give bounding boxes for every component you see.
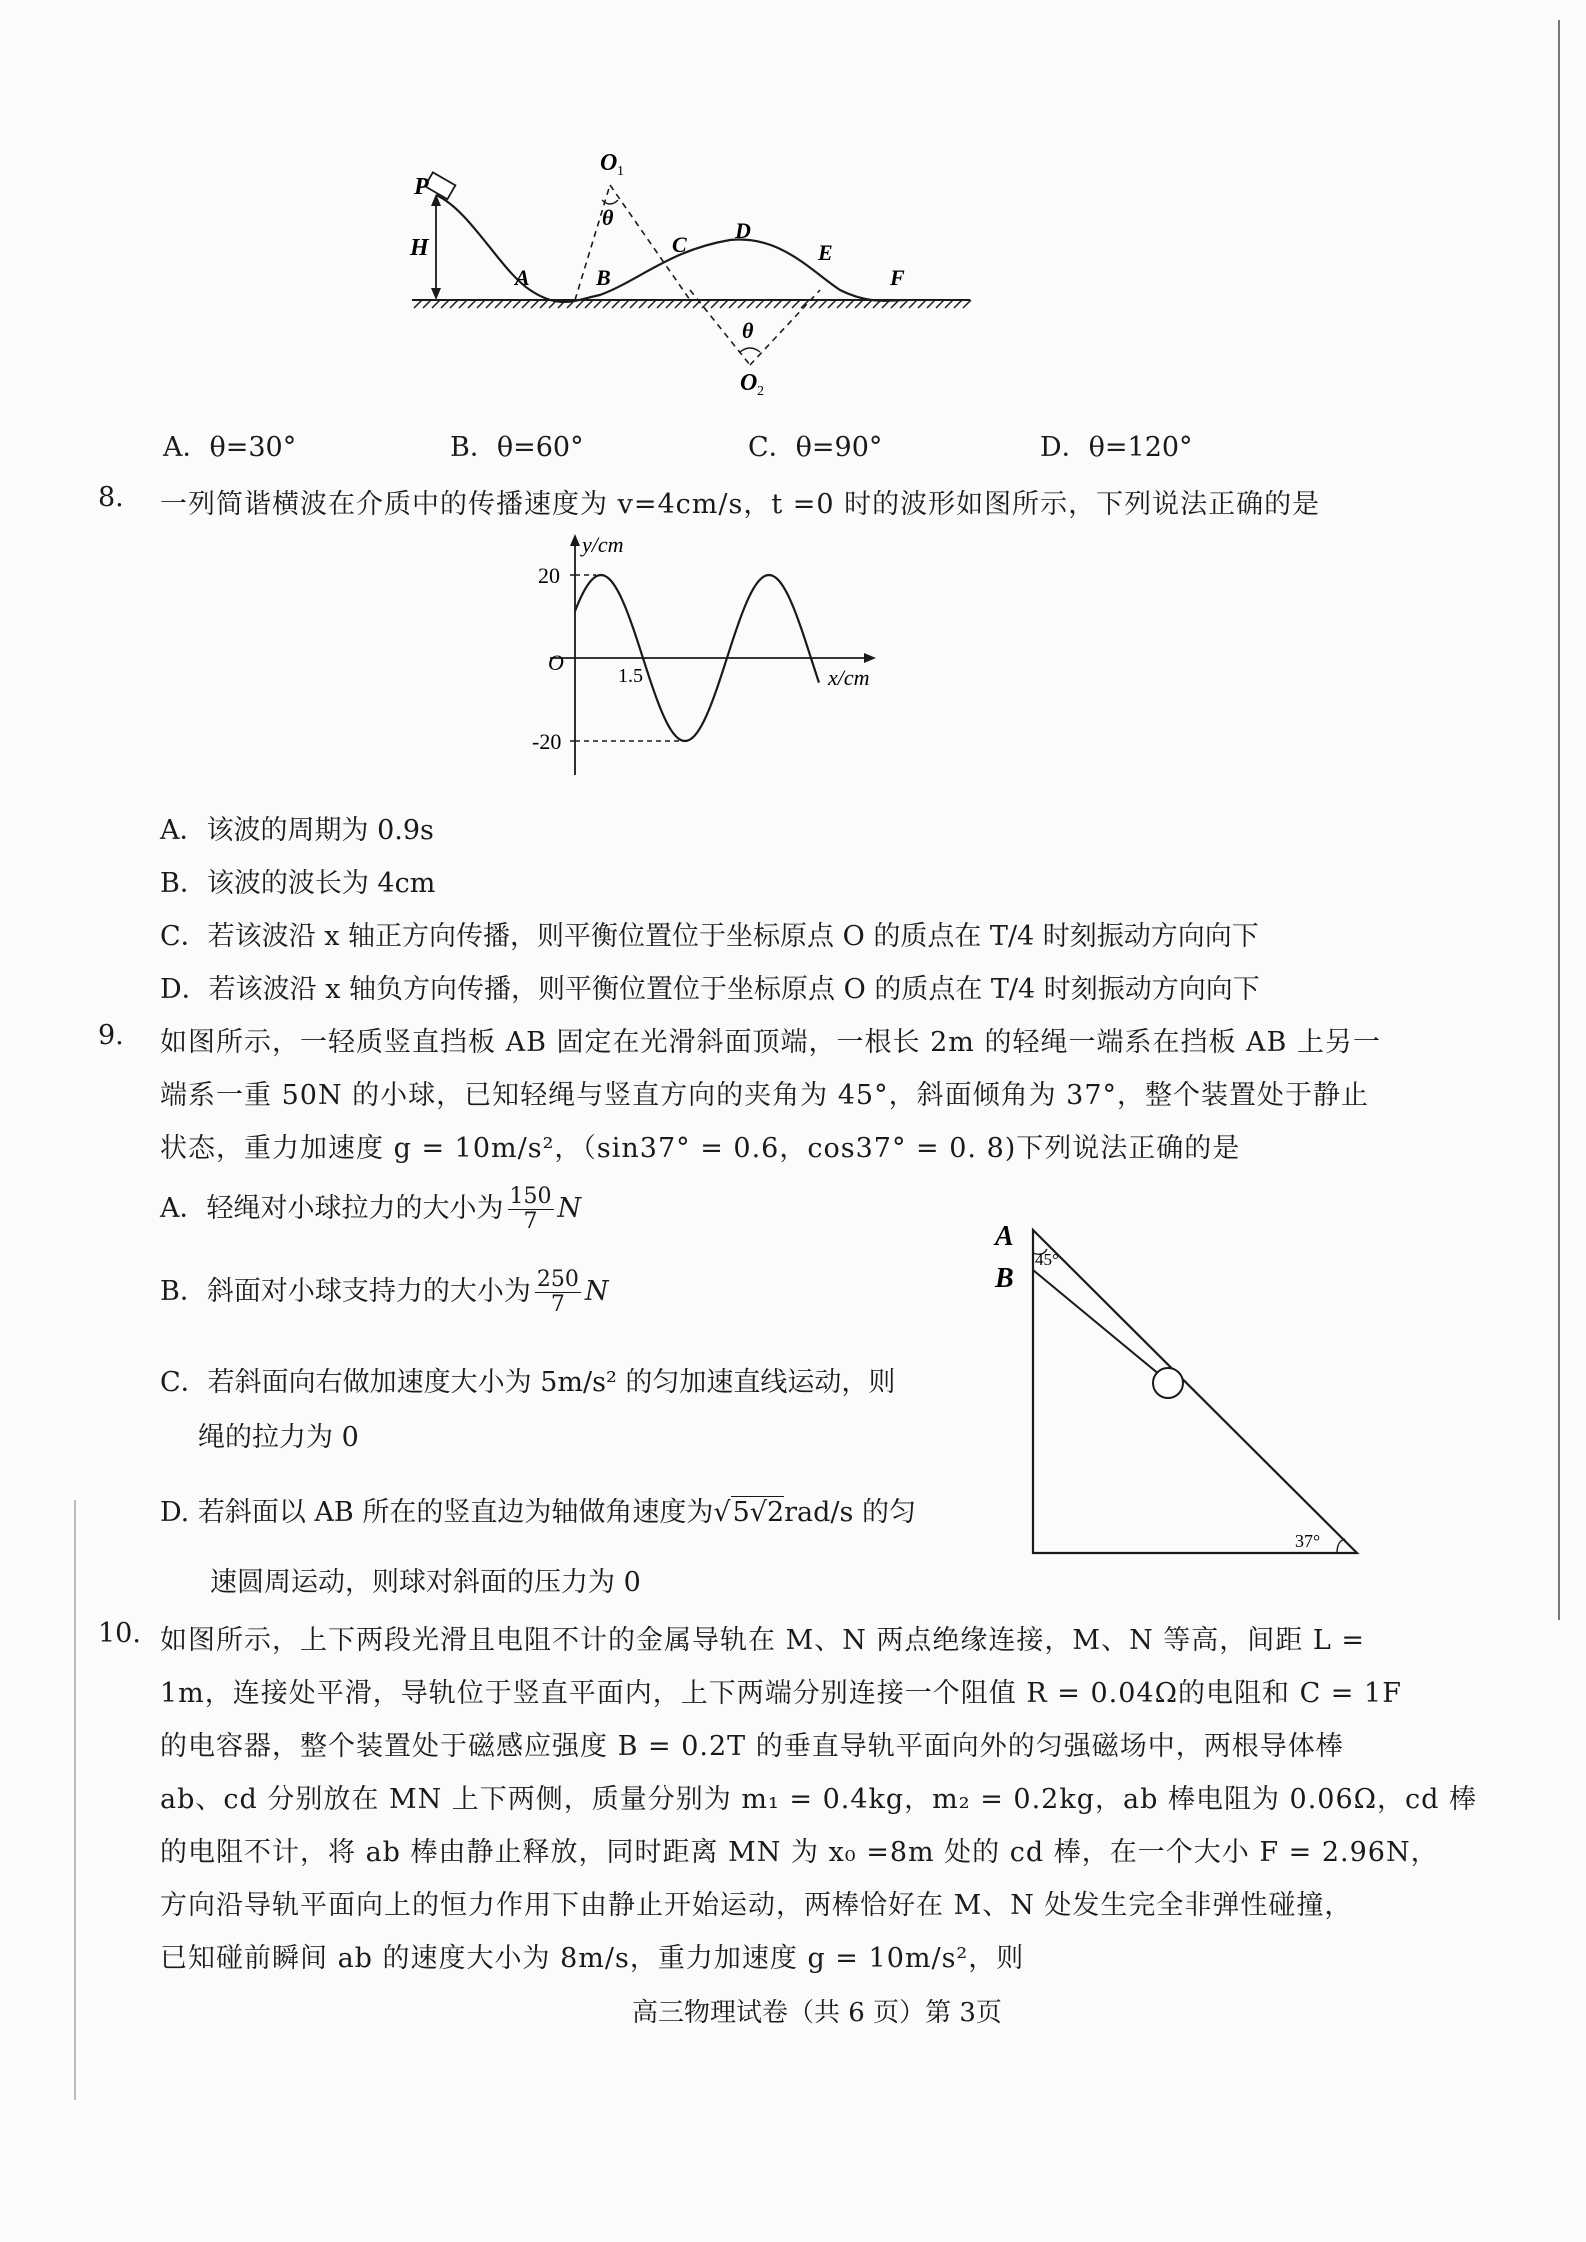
q9-option-a-denominator: 7 <box>523 1209 538 1235</box>
hatch-mark <box>774 300 782 308</box>
q9-option-d-root: 5√2 <box>732 1497 785 1528</box>
hatch-mark <box>540 300 548 308</box>
hatch-mark <box>684 300 692 308</box>
hatch-mark <box>477 300 485 308</box>
label-45: 45° <box>1035 1250 1059 1269</box>
hatch-mark <box>675 300 683 308</box>
hatch-mark <box>666 300 674 308</box>
q9-option-b <box>160 1268 608 1317</box>
hatch-mark <box>423 300 431 308</box>
hatch-mark <box>441 300 449 308</box>
q9-option-b-denominator: 7 <box>550 1292 565 1318</box>
y-tick-20: 20 <box>538 563 560 588</box>
hatch-mark <box>531 300 539 308</box>
q8-option-b: B．该波的波长为 4cm <box>160 868 436 899</box>
x-axis-arrow <box>864 653 876 663</box>
label-O2-sub: 2 <box>757 384 764 399</box>
q7-option-b: B．θ=60° <box>450 432 584 463</box>
q10-line-4: ab、cd 分别放在 MN 上下两侧，质量分别为 m₁ = 0.4kg，m₂ = 0.2kg，ab 棒电阻为 0.06Ω，cd 棒 <box>160 1784 1478 1815</box>
label-C: C <box>672 232 687 257</box>
q10-line-1: 如图所示，上下两段光滑且电阻不计的金属导轨在 M、N 两点绝缘连接，M、N 等高，间距 L = <box>160 1625 1366 1656</box>
q9-option-d-post: rad/s 的匀 <box>784 1497 916 1528</box>
q9-option-a-unit: N <box>557 1193 582 1225</box>
hatch-mark <box>720 300 728 308</box>
hatch-mark <box>900 300 908 308</box>
scan-edge-right <box>1558 20 1560 1620</box>
hatch-mark <box>927 300 935 308</box>
hatch-mark <box>792 300 800 308</box>
q8-option-a: A．该波的周期为 0.9s <box>160 815 434 846</box>
label-O2: O <box>740 370 758 396</box>
label-H: H <box>410 235 429 261</box>
q9-option-b-fraction <box>535 1268 581 1317</box>
label-F: F <box>890 265 905 290</box>
hatch-mark <box>603 300 611 308</box>
q9-option-d <box>160 1490 916 1529</box>
q10-line-5: 的电阻不计，将 ab 棒由静止释放，同时距离 MN 为 x₀ =8m 处的 cd 棒，在一个大小 F = 2.96N， <box>160 1837 1439 1868</box>
hatch-mark <box>963 300 971 308</box>
q9-option-a-numerator: 150 <box>509 1184 552 1209</box>
hatch-mark <box>522 300 530 308</box>
label-B: B <box>995 1263 1014 1294</box>
label-theta-top: θ <box>602 205 614 230</box>
incline-triangle <box>1033 1230 1357 1553</box>
page-footer: 高三物理试卷（共 6 页）第 3页 <box>632 1998 1002 2028</box>
y-axis-arrow <box>570 534 580 546</box>
hatch-mark <box>846 300 854 308</box>
q9-option-b-unit: N <box>584 1276 609 1308</box>
hatch-mark <box>909 300 917 308</box>
hatch-mark <box>513 300 521 308</box>
q10-line-6: 方向沿导轨平面向上的恒力作用下由静止开始运动，两棒恰好在 M、N 处发生完全非弹性碰撞， <box>160 1890 1353 1921</box>
hatch-mark <box>828 300 836 308</box>
hatch-mark <box>729 300 737 308</box>
sqrt-sign: √ <box>713 1497 731 1528</box>
hatch-mark <box>639 300 647 308</box>
hatch-mark <box>918 300 926 308</box>
hatch-mark <box>594 300 602 308</box>
hatch-mark <box>756 300 764 308</box>
q9-option-d-text: D. 若斜面以 AB 所在的竖直边为轴做角速度为 <box>160 1497 714 1528</box>
q9-option-d-line-2: 速圆周运动，则球对斜面的压力为 0 <box>210 1567 641 1598</box>
q9-number: 9. <box>98 1020 124 1051</box>
block-P <box>425 172 456 199</box>
label-A: A <box>515 265 530 290</box>
hatch-mark <box>459 300 467 308</box>
hatch-mark <box>648 300 656 308</box>
origin-label: O <box>548 650 564 675</box>
q10-line-2: 1m，连接处平滑，导轨位于竖直平面内，上下两端分别连接一个阻值 R = 0.04Ω的电阻和 C = 1F <box>160 1678 1402 1709</box>
hatch-mark <box>432 300 440 308</box>
q9-option-a <box>160 1185 581 1234</box>
hatch-mark <box>504 300 512 308</box>
hatch-mark <box>765 300 773 308</box>
y-axis-label: y/cm <box>582 532 624 557</box>
hatch-mark <box>810 300 818 308</box>
q9-option-c-line-2: 绳的拉力为 0 <box>198 1422 359 1453</box>
hatch-mark <box>837 300 845 308</box>
q9-option-a-text: A．轻绳对小球拉力的大小为 <box>160 1193 504 1225</box>
q8-option-d: D．若该波沿 x 轴负方向传播，则平衡位置位于坐标原点 O 的质点在 T/4 时刻振动方向向下 <box>160 974 1260 1005</box>
x-axis-label: x/cm <box>828 665 870 690</box>
hatch-mark <box>612 300 620 308</box>
q10-line-7: 已知碰前瞬间 ab 的速度大小为 8m/s，重力加速度 g = 10m/s²，则 <box>160 1943 1025 1974</box>
hatch-mark <box>495 300 503 308</box>
track-curve <box>436 195 905 302</box>
label-A: A <box>995 1221 1014 1252</box>
hatch-mark <box>747 300 755 308</box>
q10-number: 10. <box>98 1618 141 1649</box>
hatch-mark <box>657 300 665 308</box>
label-B: B <box>596 265 611 290</box>
hatch-mark <box>468 300 476 308</box>
q10-line-3: 的电容器，整个装置处于磁感应强度 B = 0.2T 的垂直导轨平面向外的匀强磁场中，两根导体棒 <box>160 1731 1344 1762</box>
hatch-mark <box>864 300 872 308</box>
q9-option-b-numerator: 250 <box>536 1267 579 1292</box>
hatch-mark <box>450 300 458 308</box>
q9-option-c-line-1: C．若斜面向右做加速度大小为 5m/s² 的匀加速直线运动，则 <box>160 1367 896 1398</box>
q8-number: 8. <box>98 482 124 513</box>
hatch-mark <box>702 300 710 308</box>
dashed-O2-left <box>690 290 750 365</box>
label-theta-bottom: θ <box>742 318 754 343</box>
label-P: P <box>414 174 429 200</box>
label-D: D <box>735 218 751 243</box>
hatch-mark <box>486 300 494 308</box>
hatch-mark <box>819 300 827 308</box>
hatch-mark <box>621 300 629 308</box>
q9-stem-line-2: 端系一重 50N 的小球，已知轻绳与竖直方向的夹角为 45°，斜面倾角为 37°，整个装置处于静止 <box>160 1080 1370 1111</box>
label-O1-sub: 1 <box>617 164 624 179</box>
q7-option-a: A．θ=30° <box>163 432 297 463</box>
angle-arc-bottom <box>740 348 760 352</box>
hatch-mark <box>954 300 962 308</box>
scan-edge-left <box>74 1500 76 2100</box>
hatch-mark <box>585 300 593 308</box>
q8-stem: 一列简谐横波在介质中的传播速度为 v=4cm/s，t =0 时的波形如图所示，下列说法正确的是 <box>160 489 1321 520</box>
q7-option-d: D．θ=120° <box>1040 432 1193 463</box>
q9-option-b-text: B．斜面对小球支持力的大小为 <box>160 1276 531 1308</box>
hatch-mark <box>945 300 953 308</box>
ball <box>1153 1368 1183 1398</box>
hatch-mark <box>783 300 791 308</box>
q9-stem-line-1: 如图所示，一轻质竖直挡板 AB 固定在光滑斜面顶端，一根长 2m 的轻绳一端系在挡板 AB 上另一 <box>160 1027 1381 1058</box>
q9-stem-line-3: 状态，重力加速度 g = 10m/s²，（sin37° = 0.6，cos37° = 0. 8)下列说法正确的是 <box>160 1133 1241 1164</box>
dashed-O2-right <box>750 290 820 365</box>
q8-option-c: C．若该波沿 x 轴正方向传播，则平衡位置位于坐标原点 O 的质点在 T/4 时刻振动方向向下 <box>160 921 1259 952</box>
hatch-mark <box>711 300 719 308</box>
q7-track-figure <box>400 140 980 410</box>
label-O1: O <box>600 150 618 176</box>
hatch-mark <box>414 300 422 308</box>
rope <box>1033 1270 1160 1375</box>
q7-option-c: C．θ=90° <box>748 432 883 463</box>
label-37: 37° <box>1295 1531 1321 1551</box>
hatch-mark <box>630 300 638 308</box>
q8-wave-graph <box>520 530 900 790</box>
hatch-mark <box>936 300 944 308</box>
x-tick-1.5: 1.5 <box>618 665 643 687</box>
height-arrow-head-bottom <box>431 288 441 300</box>
label-E: E <box>818 240 833 265</box>
hatch-mark <box>738 300 746 308</box>
hatch-mark <box>855 300 863 308</box>
q9-option-a-fraction <box>508 1185 554 1234</box>
q9-incline-figure <box>985 1215 1365 1560</box>
y-tick-neg20: -20 <box>532 729 562 754</box>
